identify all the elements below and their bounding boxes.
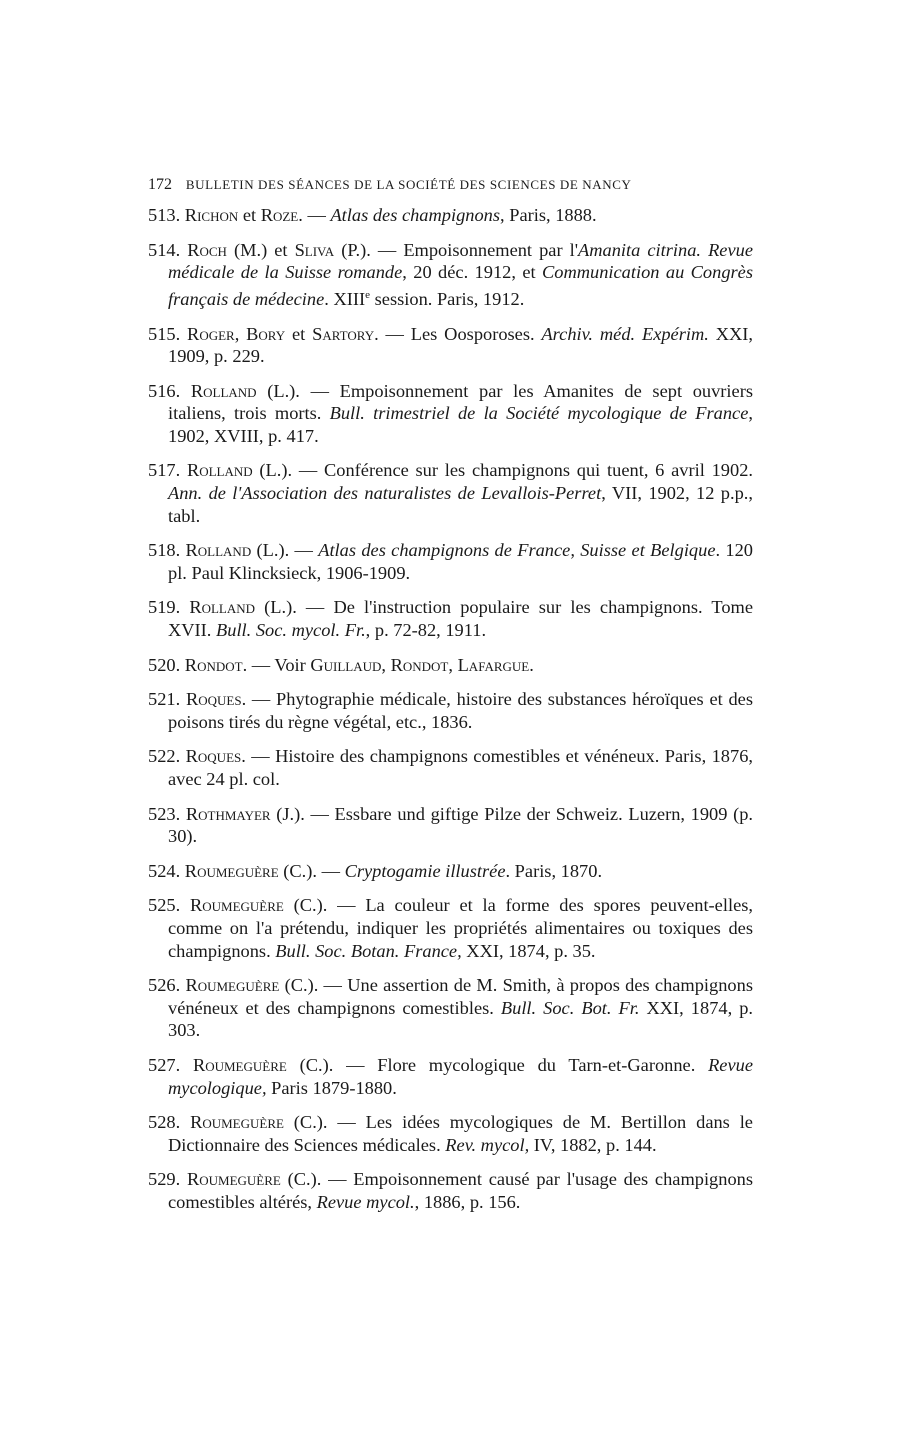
bibliography-entry xyxy=(148,654,753,677)
entry-text: XXI, 1909, p. 229. xyxy=(168,323,753,367)
author-name: Richon xyxy=(184,205,239,225)
bibliography-entry xyxy=(148,323,753,368)
bibliography-entry xyxy=(148,380,753,448)
entry-text: (C.). — Empoisonnement causé par l'usage des champignons comestibles altérés, xyxy=(168,1169,753,1212)
author-name: Roumeguère xyxy=(190,1112,284,1133)
entry-text: . xyxy=(529,654,534,675)
bibliography-entry xyxy=(148,539,753,584)
publication-title: Ann. de l'Association des naturalistes de Levallois-Perret xyxy=(168,483,602,504)
entry-text: (C.). — La couleur et la forme des spores peuvent-elles, comme on l'a prétendu, indiquer les propriétés alimentaires ou toxiques des champignons. xyxy=(168,895,753,961)
running-title: BULLETIN DES SÉANCES DE LA SOCIÉTÉ DES SCIENCES DE NANCY xyxy=(185,177,632,192)
entry-text: , 20 déc. 1912, et xyxy=(402,262,542,283)
entry-text: . XIII xyxy=(324,288,366,309)
bibliography-entry xyxy=(148,860,753,883)
author-name: Roger xyxy=(187,323,235,344)
entry-text: session. Paris, 1912. xyxy=(370,288,525,309)
entry-text: , 1902, XVIII, p. 417. xyxy=(168,403,753,446)
author-name: Roze xyxy=(260,205,299,225)
entry-number: 516. xyxy=(148,380,181,401)
bibliography-entry xyxy=(148,239,753,311)
author-name: Roques xyxy=(185,746,242,767)
entry-text: (M.) et xyxy=(226,239,295,260)
entry-text: . — Phytographie médicale, histoire des substances héroïques et des poisons tirés du règne végétal, etc., 1836. xyxy=(168,689,753,732)
author-name: Roumeguère xyxy=(184,860,279,881)
entry-text: IV, 1882, p. 144. xyxy=(529,1134,657,1155)
entry-text: (C.). — Flore mycologique du Tarn-et-Garonne. xyxy=(286,1054,709,1075)
entry-text: XXI, 1874, p. 303. xyxy=(168,997,754,1041)
entry-text: , xyxy=(381,654,391,675)
bibliography-entry xyxy=(148,894,753,962)
entry-text: . — Voir xyxy=(242,654,311,675)
entry-text: (J.). — Essbare und giftige Pilze der Schweiz. Luzern, 1909 (p. 30). xyxy=(168,803,753,847)
author-name: Rolland xyxy=(186,460,253,481)
entry-text: . — Histoire des champignons comestibles et vénéneux. Paris, 1876, avec 24 pl. col. xyxy=(168,746,753,789)
entry-text: (L.). — De l'instruction populaire sur les champignons. Tome XVII. xyxy=(168,597,753,641)
author-name: Rondot xyxy=(184,654,243,675)
entry-number: 520. xyxy=(148,654,181,675)
entry-text: . — xyxy=(298,205,331,225)
publication-title: Archiv. méd. Expérim. xyxy=(541,323,709,344)
entry-text: (L.). — Empoisonnement par les Amanites de sept ouvriers italiens, trois morts. xyxy=(168,380,753,424)
entry-text: , Paris, 1888. xyxy=(500,205,597,225)
author-name: Roumeguère xyxy=(192,1054,287,1075)
entry-number: 526. xyxy=(148,975,181,996)
entry-number: 514. xyxy=(148,239,181,260)
bibliography-entry xyxy=(148,688,753,733)
entry-number: 517. xyxy=(148,460,181,481)
entry-number: 524. xyxy=(148,860,181,881)
author-name: Roumeguère xyxy=(186,1169,281,1190)
publication-title: Bull. Soc. Bot. Fr. xyxy=(500,997,640,1018)
bibliography-entry xyxy=(148,745,753,790)
bibliography-entry xyxy=(148,1111,753,1156)
entry-number: 521. xyxy=(148,689,181,710)
entry-number: 527. xyxy=(148,1054,181,1075)
entry-text: Paris 1879-1880. xyxy=(266,1077,397,1098)
entry-text: et xyxy=(238,205,261,225)
publication-title: Bull. Soc. mycol. Fr. xyxy=(216,620,366,641)
publication-title: Revue mycologique, xyxy=(168,1054,753,1098)
bibliography-entry xyxy=(148,204,753,227)
author-name: Sartory xyxy=(312,323,375,344)
author-name: Roques xyxy=(185,689,242,710)
publication-title: Rev. mycol, xyxy=(445,1134,530,1155)
author-name: Rolland xyxy=(185,540,252,561)
author-name: Guillaud xyxy=(310,654,382,675)
entry-text: (L.). — Conférence sur les champignons qui tuent, 6 avril 1902. xyxy=(252,460,753,481)
bibliography-entry xyxy=(148,1168,753,1213)
entry-text: . 120 pl. Paul Klincksieck, 1906-1909. xyxy=(168,540,753,583)
bibliography-entry xyxy=(148,596,753,641)
author-name: Rolland xyxy=(190,380,257,401)
publication-title: Revue mycol. xyxy=(316,1191,415,1212)
publication-title: Amanita citrina. Revue médicale de la Suisse romande xyxy=(168,239,753,283)
bibliography-list xyxy=(148,204,753,1226)
entry-text: , 1886, p. 156. xyxy=(414,1191,521,1212)
publication-title: Bull. trimestriel de la Société mycologique de France xyxy=(329,403,749,424)
bibliography-entry xyxy=(148,803,753,848)
publication-title: Cryptogamie illustrée xyxy=(344,860,506,881)
entry-number: 522. xyxy=(148,746,181,767)
entry-text: (L.). — xyxy=(251,540,319,561)
author-name: Rondot xyxy=(390,654,449,675)
entry-text: (P.). — Empoisonnement par l' xyxy=(334,239,579,260)
bibliography-entry xyxy=(148,459,753,527)
bibliography-entry xyxy=(148,974,753,1042)
author-name: Roumeguère xyxy=(185,975,280,996)
author-name: Rolland xyxy=(189,597,256,618)
entry-number: 515. xyxy=(148,323,181,344)
publication-title: Bull. Soc. Botan. France, xyxy=(275,940,462,961)
entry-number: 523. xyxy=(148,803,181,824)
publication-title: Communication au Congrès français de médecine xyxy=(168,262,753,309)
bibliography-entry xyxy=(148,1054,753,1099)
entry-text: , VII, 1902, 12 p.p., tabl. xyxy=(168,483,753,526)
entry-text: e xyxy=(365,288,371,301)
entry-number: 529. xyxy=(148,1169,181,1190)
entry-text: et xyxy=(285,323,313,344)
author-name: Bory xyxy=(246,323,286,344)
entry-text: , xyxy=(448,654,458,675)
author-name: Roch xyxy=(187,239,227,260)
entry-number: 513. xyxy=(148,205,181,225)
author-name: Lafargue xyxy=(457,654,530,675)
publication-title: Atlas des champignons xyxy=(330,205,501,225)
entry-number: 518. xyxy=(148,540,181,561)
entry-number: 528. xyxy=(148,1112,181,1133)
entry-text: (C.). — Une assertion de M. Smith, à propos des champignons vénéneux et des champignons comestibles. xyxy=(168,975,753,1018)
page-number: 172 xyxy=(148,176,172,193)
author-name: Sliva xyxy=(294,239,335,260)
entry-text: , p. 72-82, 1911. xyxy=(365,620,487,641)
entry-text: , xyxy=(234,323,247,344)
entry-text: (C.). — xyxy=(278,860,345,881)
author-name: Roumeguère xyxy=(189,895,284,916)
author-name: Rothmayer xyxy=(185,803,271,824)
publication-title: Atlas des champignons de France, Suisse et Belgique xyxy=(318,540,716,561)
running-header xyxy=(148,176,748,194)
entry-text: . — Les Oosporoses. xyxy=(374,323,542,344)
entry-number: 525. xyxy=(148,895,181,916)
entry-text: (C.). — Les idées mycologiques de M. Bertillon dans le Dictionnaire des Sciences médicales. xyxy=(168,1112,753,1155)
entry-number: 519. xyxy=(148,597,181,618)
entry-text: XXI, 1874, p. 35. xyxy=(461,940,596,961)
entry-text: . Paris, 1870. xyxy=(505,860,603,881)
